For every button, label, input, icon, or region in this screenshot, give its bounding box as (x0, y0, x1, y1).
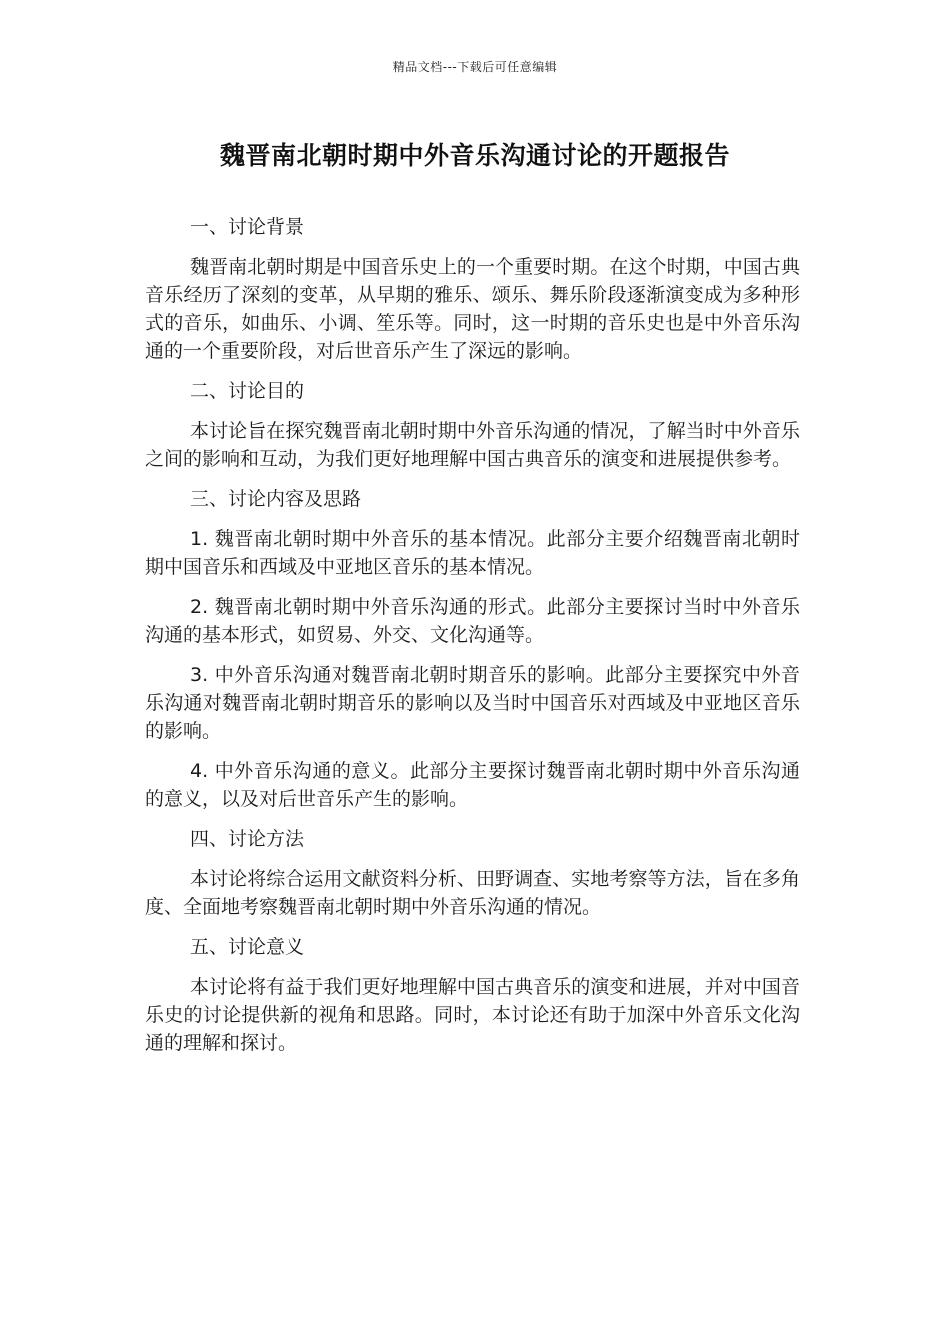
paragraph: 本讨论将有益于我们更好地理解中国古典音乐的演变和进展，并对中国音乐史的讨论提供新的视角和思路。同时，本讨论还有助于加深中外音乐文化沟通的理解和探讨。 (145, 976, 800, 1054)
list-item: 4. 中外音乐沟通的意义。此部分主要探讨魏晋南北朝时期中外音乐沟通的意义，以及对后世音乐产生的影响。 (145, 760, 800, 810)
section-heading-content: 三、讨论内容及思路 (190, 488, 362, 510)
paragraph: 魏晋南北朝时期是中国音乐史上的一个重要时期。在这个时期，中国古典音乐经历了深刻的变革，从早期的雅乐、颂乐、舞乐阶段逐渐演变成为多种形式的音乐，如曲乐、小调、笙乐等。同时，这一时期的音乐史也是中外音乐沟通的一个重要阶段，对后世音乐产生了深远的影响。 (145, 256, 800, 362)
section-heading-method: 四、讨论方法 (190, 828, 305, 850)
section-heading-background: 一、讨论背景 (190, 216, 305, 238)
section-heading-significance: 五、讨论意义 (190, 936, 305, 958)
document-body (145, 213, 800, 1069)
list-item: 1. 魏晋南北朝时期中外音乐的基本情况。此部分主要介绍魏晋南北朝时期中国音乐和西域及中亚地区音乐的基本情况。 (145, 528, 800, 578)
paragraph: 本讨论旨在探究魏晋南北朝时期中外音乐沟通的情况，了解当时中外音乐之间的影响和互动，为我们更好地理解中国古典音乐的演变和进展提供参考。 (145, 420, 800, 470)
paragraph: 本讨论将综合运用文献资料分析、田野调查、实地考察等方法，旨在多角度、全面地考察魏晋南北朝时期中外音乐沟通的情况。 (145, 868, 800, 918)
document-title: 魏晋南北朝时期中外音乐沟通讨论的开题报告 (219, 141, 730, 170)
header-note: 精品文档---下载后可任意编辑 (392, 60, 558, 74)
list-item: 3. 中外音乐沟通对魏晋南北朝时期音乐的影响。此部分主要探究中外音乐沟通对魏晋南北朝时期音乐的影响以及当时中国音乐对西域及中亚地区音乐的影响。 (145, 664, 800, 742)
list-item: 2. 魏晋南北朝时期中外音乐沟通的形式。此部分主要探讨当时中外音乐沟通的基本形式，如贸易、外交、文化沟通等。 (145, 596, 800, 646)
section-heading-purpose: 二、讨论目的 (190, 380, 305, 402)
